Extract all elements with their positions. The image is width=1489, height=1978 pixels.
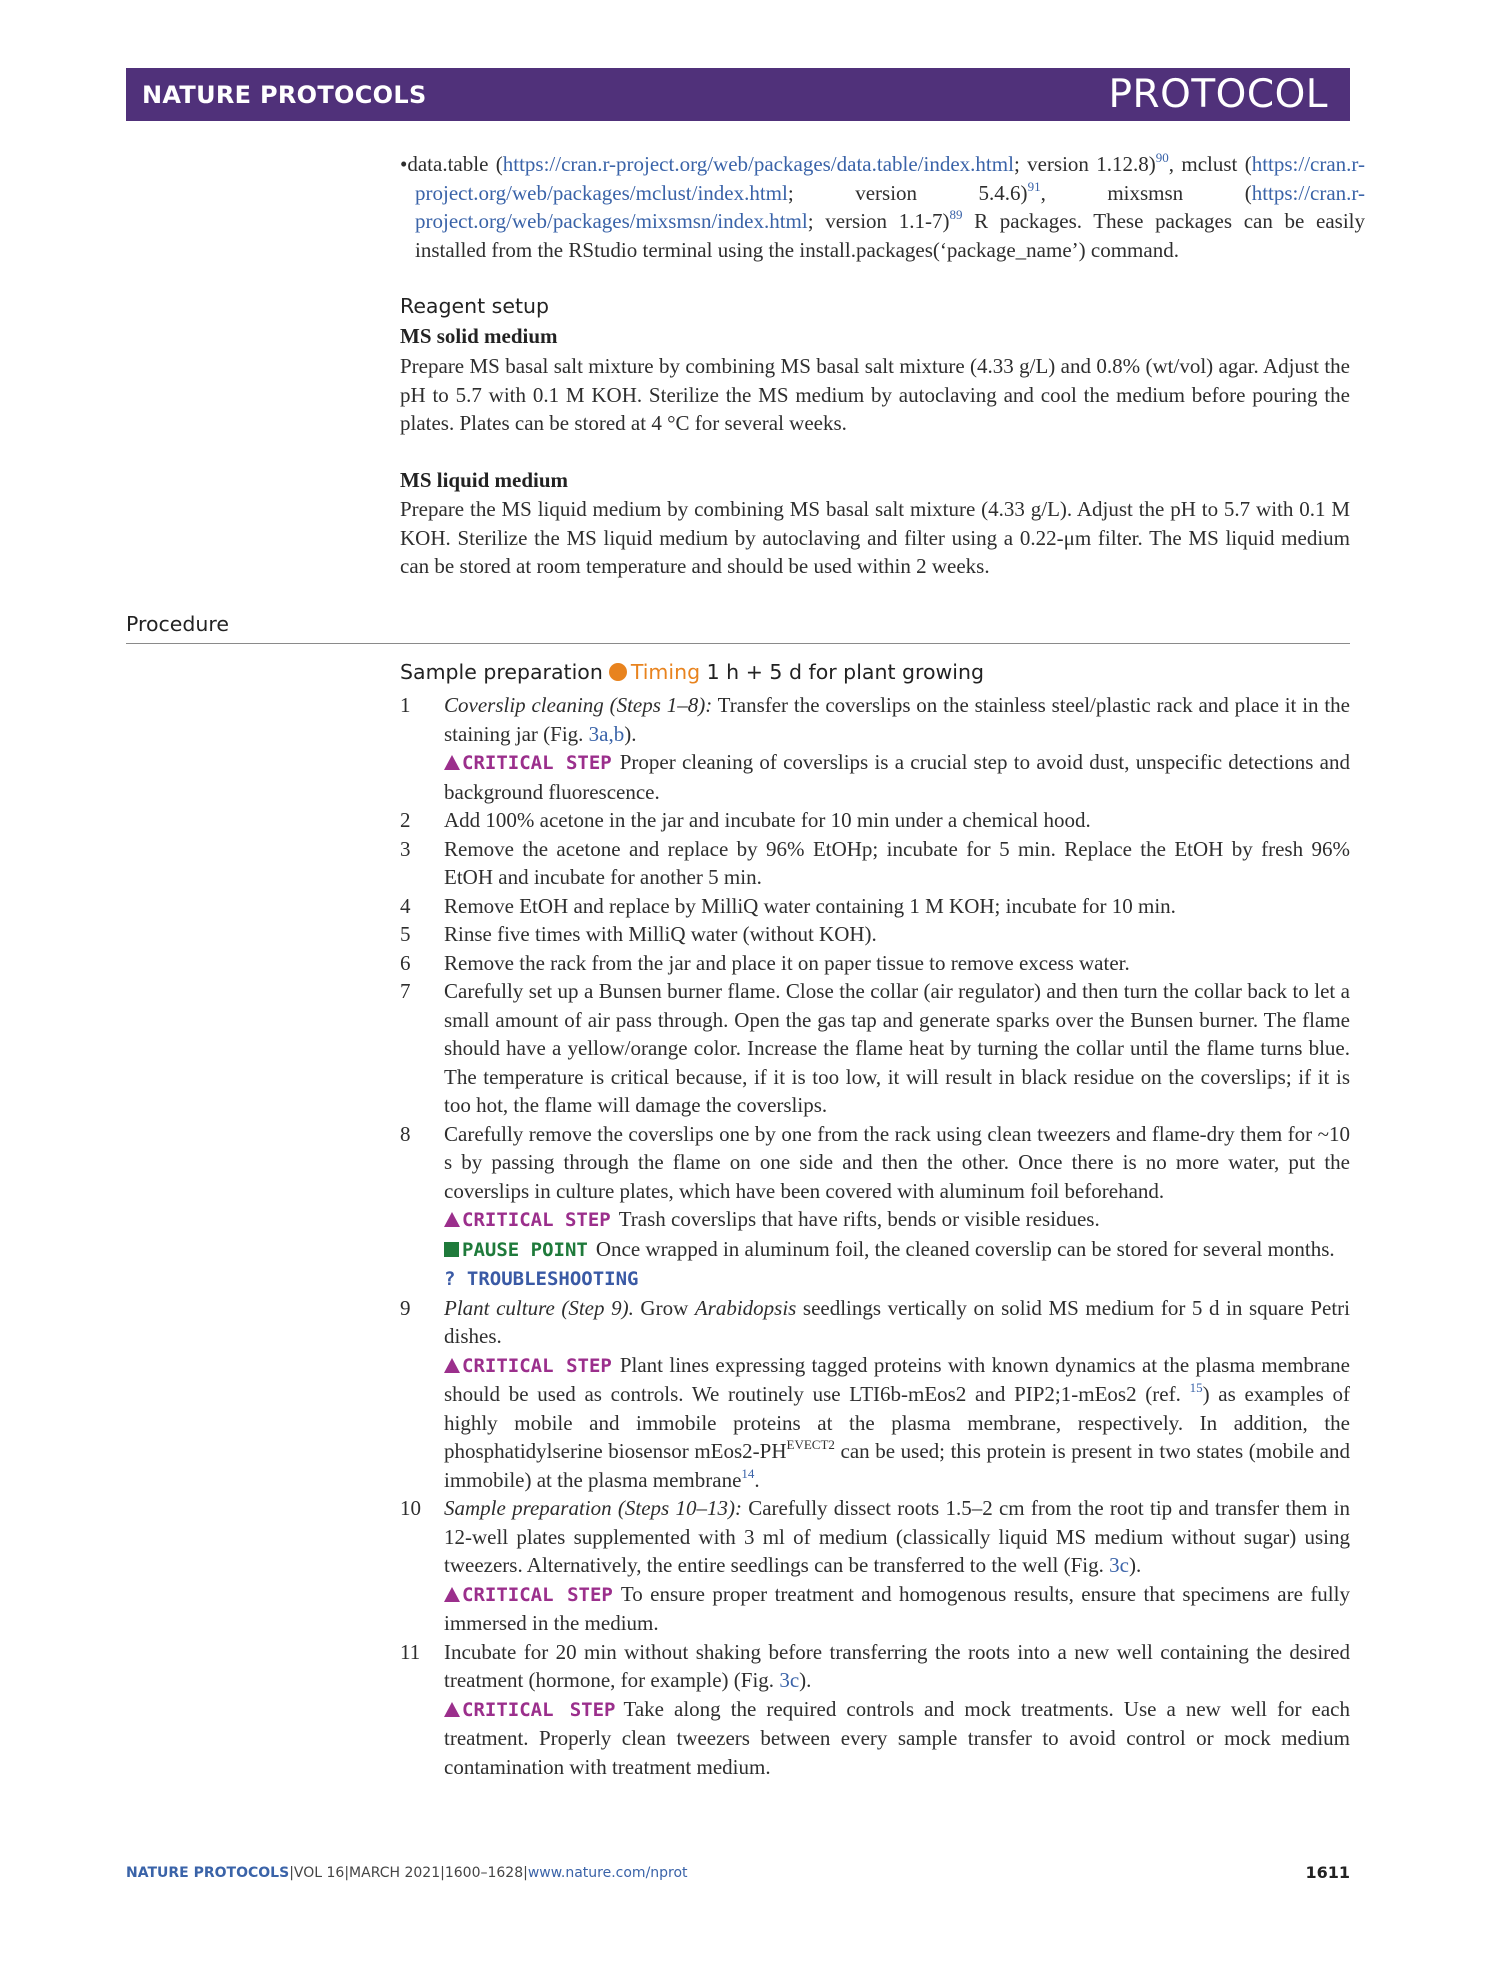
step-number: 4: [400, 893, 411, 918]
figure-ref-3ab[interactable]: 3a,b: [588, 721, 625, 746]
footer-pages: 1600–1628: [444, 1865, 524, 1881]
ms-liquid-text: Prepare the MS liquid medium by combining MS basal salt mixture (4.33 g/L). Adjust the pH to 5.7 with 0.1 M KOH. Sterilize the MS liquid medium by autoclaving and filter using a 0.22-μm filter. The MS liquid medium can be stored at room temperature and should be used within 2 weeks.: [400, 497, 1350, 578]
step-number: 10: [400, 1496, 421, 1520]
step-number: 9: [400, 1295, 411, 1320]
critical-triangle-icon: [444, 1212, 460, 1227]
critical-triangle-icon: [444, 755, 460, 770]
step-5: [400, 920, 1350, 949]
step-8: [400, 1120, 1350, 1294]
journal-name: NATURE PROTOCOLS: [142, 81, 427, 109]
critical-triangle-icon: [444, 1587, 460, 1602]
step-number: 7: [400, 979, 411, 1003]
critical-triangle-icon: [444, 1358, 460, 1373]
critical-text: Proper cleaning of coverslips is a crucial step to avoid dust, unspecific detections and background fluorescence.: [444, 750, 1350, 804]
step-text: Rinse five times with MilliQ water (without KOH).: [444, 922, 877, 946]
timing-value: 1 h + 5 d for plant growing: [706, 660, 984, 684]
ms-solid-text: Prepare MS basal salt mixture by combining MS basal salt mixture (4.33 g/L) and 0.8% (wt/vol) agar. Adjust the pH to 5.7 with 0.1 M KOH. Sterilize the MS medium by autoclaving and cool the medium before pouring the plates. Plates can be stored at 4 °C for several weeks.: [400, 354, 1350, 435]
step-10: [400, 1494, 1350, 1638]
footer-journal: NATURE PROTOCOLS: [126, 1865, 290, 1881]
timing-dot-icon: [609, 663, 627, 681]
step-number: 3: [400, 836, 411, 861]
step-text: Carefully remove the coverslips one by one from the rack using clean tweezers and flame-dry them for ~10 s by passing through the flame on one side and then the other. Once there is no more water, put the coverslips in culture plates, which have been covered with aluminum foil beforehand.: [444, 1121, 1350, 1203]
article-type: PROTOCOL: [1108, 72, 1328, 117]
critical-text: Plant lines expressing tagged proteins with known dynamics at the plasma membrane should be used as controls. We routinely use LTI6b-mEos2 and PIP2;1-mEos2 (ref.: [444, 1352, 1350, 1406]
step-number: 6: [400, 950, 411, 975]
journal-header-bar: [126, 68, 1350, 121]
step-text: Grow: [633, 1295, 695, 1320]
superscript-evect2: EVECT2: [786, 1437, 835, 1452]
step-text: Carefully set up a Bunsen burner flame. Close the collar (air regulator) and then turn the collar back to let a small amount of air pass through. Open the gas tap and generate sparks over the Bunsen burner. The flame should have a yellow/orange color. Increase the flame heat by turning the collar until the flame turns blue. The temperature is critical because, if it is too low, it will result in black residue on the coverslips; if it is too hot, the flame will damage the coverslips.: [444, 979, 1350, 1117]
step-2: [400, 806, 1350, 835]
critical-step-note: [444, 748, 1350, 806]
link-mixsmsn[interactable]: https://cran.r-project.org/web/packages/mixsmsn/index.html: [415, 180, 1365, 233]
pause-square-icon: [444, 1242, 459, 1257]
critical-text: Trash coverslips that have rifts, bends or visible residues.: [618, 1207, 1100, 1231]
section-divider: [126, 643, 1350, 644]
critical-triangle-icon: [444, 1702, 460, 1717]
citation-89[interactable]: 89: [949, 207, 963, 222]
step-7: [400, 977, 1350, 1120]
pause-text: Once wrapped in aluminum foil, the cleaned coverslip can be stored for several months.: [595, 1236, 1335, 1261]
timing-label: Timing: [630, 660, 701, 684]
step-lead: Sample preparation (Steps 10–13):: [444, 1496, 742, 1520]
critical-step-note: [444, 1695, 1350, 1782]
critical-step-label: CRITICAL STEP: [462, 1583, 613, 1606]
step-number: 1: [400, 693, 411, 717]
footer-separator: |: [523, 1865, 528, 1881]
procedure-heading: Procedure: [126, 612, 230, 636]
troubleshooting-link[interactable]: ? TROUBLESHOOTING: [444, 1268, 639, 1290]
citation-91[interactable]: 91: [1027, 178, 1041, 194]
text-run: , mclust (: [1168, 152, 1252, 176]
sample-preparation-heading: [400, 660, 984, 684]
step-text: Transfer the coverslips on the stainless steel/plastic rack and place it in the staining jar (Fig.: [444, 693, 1351, 746]
critical-text: Take along the required controls and mock treatments. Use a new well for each treatment. Properly clean tweezers between every sample transfer to avoid control or mock medium contamination with treatment medium.: [444, 1696, 1350, 1779]
step-3: [400, 835, 1350, 892]
text-run: , mixsmsn (: [1040, 180, 1252, 205]
text-run: ; version 1.12.8): [1013, 152, 1156, 176]
step-text: seedlings vertically on solid MS medium for 5 d in square Petri dishes.: [444, 1295, 1350, 1348]
step-number: 8: [400, 1121, 411, 1146]
critical-text: ) as examples of highly mobile and immobile proteins at the plasma membrane, respectively. In addition, the phosphatidylserine biosensor mEos2-PH: [444, 1382, 1350, 1463]
footer-separator: |: [289, 1865, 294, 1881]
step-1: [400, 691, 1350, 806]
figure-ref-3c[interactable]: 3c: [779, 1668, 800, 1692]
subheading-title: Sample preparation: [400, 660, 603, 684]
link-mclust[interactable]: https://cran.r-project.org/web/packages/mclust/index.html: [415, 152, 1365, 205]
step-text: Remove EtOH and replace by MilliQ water containing 1 M KOH; incubate for 10 min.: [444, 893, 1176, 918]
reagent-setup-heading: Reagent setup: [400, 294, 550, 318]
text-run: R packages. These packages can be easily installed from the RStudio terminal using the install.packages(‘package_name’) command.: [415, 209, 1365, 262]
step-number: 5: [400, 922, 411, 946]
critical-text: .: [754, 1467, 760, 1492]
text-run: data.table (: [407, 152, 503, 176]
critical-step-note: [444, 1351, 1350, 1495]
species-name: Arabidopsis: [694, 1295, 797, 1320]
software-bullet-item: [400, 150, 1365, 264]
pause-point-label: PAUSE POINT: [462, 1238, 588, 1261]
text-run: ; version 5.4.6): [787, 180, 1028, 205]
step-text: ).: [1128, 1553, 1142, 1577]
step-number: 2: [400, 808, 411, 832]
footer-url-link[interactable]: www.nature.com/nprot: [527, 1865, 688, 1881]
critical-step-note: [444, 1205, 1350, 1235]
step-lead: Plant culture (Step 9).: [444, 1295, 634, 1320]
ms-solid-title: MS solid medium: [400, 324, 558, 348]
step-text: Remove the acetone and replace by 96% EtOHp; incubate for 5 min. Replace the EtOH by fresh 96% EtOH and incubate for another 5 min.: [444, 836, 1350, 889]
page-footer: [126, 1865, 1350, 1881]
step-number: 11: [400, 1639, 421, 1664]
step-11: [400, 1638, 1350, 1782]
citation-15[interactable]: 15: [1189, 1380, 1203, 1395]
footer-separator: |: [440, 1865, 445, 1881]
procedure-steps: [400, 691, 1350, 1781]
bullet-mark: •: [400, 152, 408, 176]
step-text: ).: [624, 721, 637, 746]
step-text: Remove the rack from the jar and place it on paper tissue to remove excess water.: [444, 950, 1130, 975]
footer-date: MARCH 2021: [349, 1865, 441, 1881]
page-number: 1611: [1305, 1863, 1350, 1882]
ms-liquid-title: MS liquid medium: [400, 468, 569, 492]
footer-volume: VOL 16: [293, 1865, 345, 1881]
critical-text: can be used; this protein is present in two states (mobile and immobile) at the plasma membrane: [444, 1439, 1351, 1492]
critical-step-label: CRITICAL STEP: [462, 752, 612, 774]
footer-separator: |: [344, 1865, 350, 1881]
step-9: [400, 1294, 1350, 1495]
text-run: ; version 1.1-7): [807, 209, 950, 233]
pause-point-note: [444, 1235, 1350, 1265]
figure-ref-3c[interactable]: 3c: [1109, 1553, 1129, 1577]
citation-14[interactable]: 14: [741, 1465, 755, 1481]
critical-text: To ensure proper treatment and homogenous results, ensure that specimens are fully immersed in the medium.: [444, 1581, 1350, 1635]
link-data-table[interactable]: https://cran.r-project.org/web/packages/data.table/index.html: [502, 152, 1014, 176]
critical-step-label: CRITICAL STEP: [462, 1354, 612, 1377]
critical-step-label: CRITICAL STEP: [462, 1698, 616, 1721]
step-text: Add 100% acetone in the jar and incubate for 10 min under a chemical hood.: [444, 808, 1091, 832]
citation-90[interactable]: 90: [1155, 150, 1169, 165]
step-text: Carefully dissect roots 1.5–2 cm from the root tip and transfer them in 12-well plates supplemented with 3 ml of medium (classically liquid MS medium without sugar) using tweezers. Alternatively, the entire seedlings can be transferred to the well (Fig.: [444, 1496, 1350, 1577]
step-lead: Coverslip cleaning (Steps 1–8):: [444, 693, 713, 717]
step-text: Incubate for 20 min without shaking before transferring the roots into a new well containing the desired treatment (hormone, for example) (Fig.: [444, 1639, 1350, 1692]
step-4: [400, 892, 1350, 921]
critical-step-note: [444, 1580, 1350, 1638]
critical-step-label: CRITICAL STEP: [462, 1209, 611, 1231]
step-text: ).: [799, 1668, 812, 1692]
step-6: [400, 949, 1350, 978]
